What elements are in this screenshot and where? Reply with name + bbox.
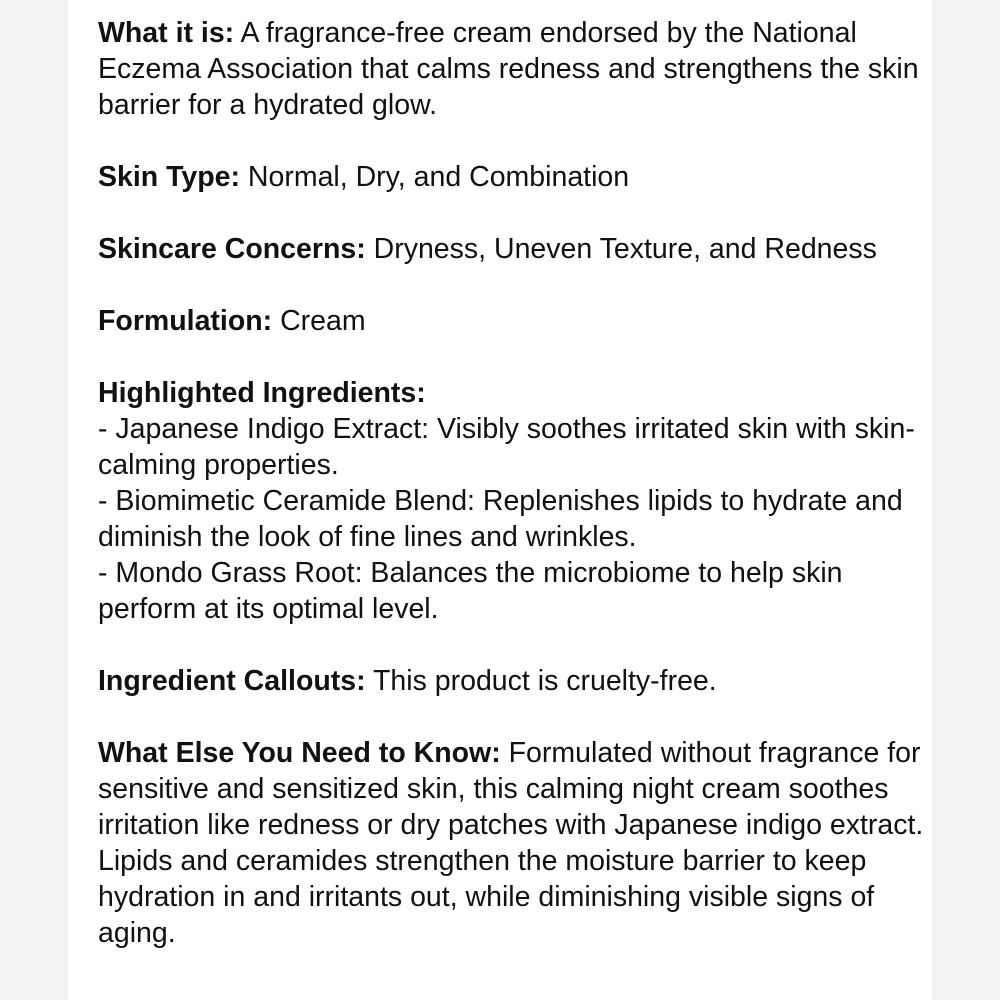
section-what-else bbox=[98, 735, 928, 951]
section-highlighted-ingredients bbox=[98, 375, 928, 627]
what-it-is-label: What it is: bbox=[98, 17, 235, 49]
what-else-text: Formulated without fragrance for sensitive and sensitized skin, this calming night cream soothes irritation like redness or dry patches with Japanese indigo extract. Lipids and ceramides strengthen the moisture barrier to keep hydration in and irritants out, while diminishing visible signs of aging. bbox=[98, 737, 924, 949]
what-else-label: What Else You Need to Know: bbox=[98, 737, 501, 769]
section-skincare-concerns bbox=[98, 231, 928, 267]
section-what-it-is bbox=[98, 15, 928, 123]
skincare-concerns-text: Dryness, Uneven Texture, and Redness bbox=[373, 233, 877, 265]
formulation-label: Formulation: bbox=[98, 305, 273, 337]
ingredient-item: - Japanese Indigo Extract: Visibly soothes irritated skin with skin-calming properties. bbox=[98, 413, 915, 481]
what-it-is-text: A fragrance-free cream endorsed by the National Eczema Association that calms redness and strengthens the skin barrier for a hydrated glow. bbox=[98, 17, 919, 121]
highlighted-ingredients-label: Highlighted Ingredients: bbox=[98, 377, 426, 409]
section-ingredient-callouts bbox=[98, 663, 928, 699]
document-page bbox=[68, 0, 932, 1000]
ingredient-callouts-label: Ingredient Callouts: bbox=[98, 665, 366, 697]
skin-type-text: Normal, Dry, and Combination bbox=[247, 161, 630, 193]
ingredient-item: - Biomimetic Ceramide Blend: Replenishes lipids to hydrate and diminish the look of fine lines and wrinkles. bbox=[98, 485, 903, 553]
formulation-text: Cream bbox=[280, 305, 366, 337]
section-formulation bbox=[98, 303, 928, 339]
ingredient-callouts-text: This product is cruelty-free. bbox=[373, 665, 717, 697]
section-skin-type bbox=[98, 159, 928, 195]
skincare-concerns-label: Skincare Concerns: bbox=[98, 233, 366, 265]
skin-type-label: Skin Type: bbox=[98, 161, 240, 193]
ingredient-item: - Mondo Grass Root: Balances the microbiome to help skin perform at its optimal level. bbox=[98, 557, 843, 625]
product-description bbox=[98, 15, 928, 951]
